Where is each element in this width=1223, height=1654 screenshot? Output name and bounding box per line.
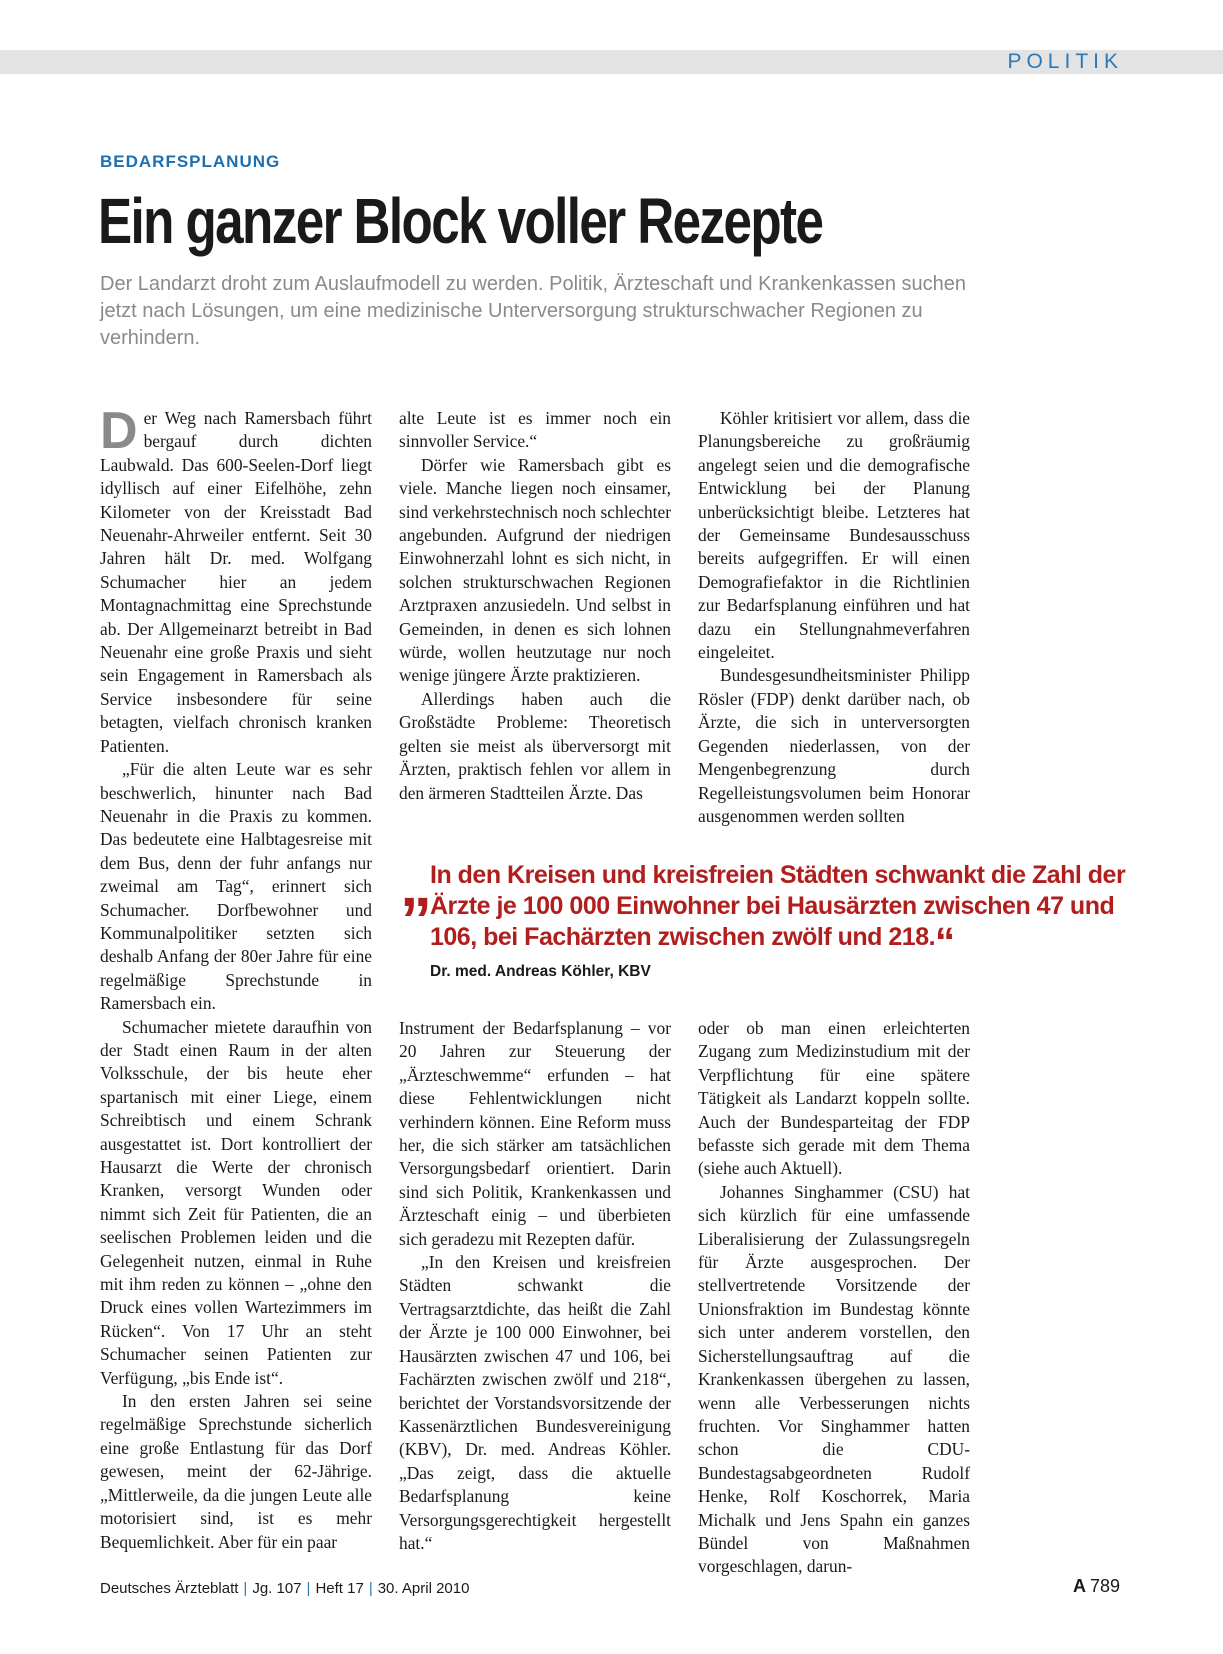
article-kicker: BEDARFSPLANUNG [100,152,281,171]
paragraph: „In den Kreisen und kreisfreien Städten schwankt die Vertragsarztdichte, das heißt die Zahl der Ärzte je 100 000 Einwohner, bei Hausärzten zwischen 47 und 106, bei Fachärzten zwischen zwölf und 218“, berichtet der Vorstandsvorsitzende der Kassenärztlichen Bundesvereinigung (KBV), Dr. med. Andreas Köhler. „Das zeigt, dass die aktuelle Bedarfsplanung keine Versorgungsgerechtigkeit hergestellt hat.“ [399,1252,671,1553]
paragraph: Schumacher mietete daraufhin von der Stadt einen Raum in der alten Volksschule, der bis heute eher spartanisch mit einer Liege, einem Schreibtisch und einem Schrank ausgestattet ist. Dort kontrolliert der Hausarzt die Werte der chronisch Kranken, versorgt Wunden oder nimmt sich Zeit für Patienten, die an seelischen Problemen leiden und die Gelegenheit nutzen, einmal in Ruhe mit ihm reden zu können – „ohne den Druck eines vollen Wartezimmers im Rücken“. Von 17 Uhr an steht Schumacher seinen Patienten zur Verfügung, „bis Ende ist“. [100,1016,372,1388]
paragraph: In den ersten Jahren sei seine regelmäßige Sprechstunde sicherlich eine große Entlastung für das Dorf gewesen, meint der 62-Jährige. „Mittlerweile, da die jungen Leute alle motorisiert sind, ist es mehr Bequemlichkeit. Aber für ein paar [100,1391,372,1552]
paragraph: „Für die alten Leute war es sehr beschwerlich, hinunter nach Bad Neuenahr in die Praxis zu kommen. Das bedeutete eine Halbtagesreise mit dem Bus, denn der fuhr anfangs nur zweimal am Tag“, erinnert sich Schumacher. Dorfbewohner und Kommunalpolitiker setzten sich deshalb Anfang der 80er Jahre für eine regelmäßige Sprechstunde in Ramersbach ein. [100,759,372,1014]
paragraph: Bundesgesundheitsminister Philipp Rösler (FDP) denkt darüber nach, ob Ärzte, die sich in unterversorgten Gegenden niederlassen, von der Mengenbegrenzung durch Regelleistungsvolumen beim Honorar ausgenommen werden sollten [698,665,970,826]
paragraph: Dörfer wie Ramersbach gibt es viele. Manche liegen noch einsamer, sind verkehrstechnisch noch schlechter angebunden. Aufgrund der niedrigen Einwohnerzahl lohnt es sich nicht, in solchen strukturschwachen Regionen Arztpraxen anzusiedeln. Und selbst in Gemeinden, in denen es sich lohnen würde, wollen heutzutage nur noch wenige jüngere Ärzte praktizieren. [399,454,671,686]
column-3-bottom [698,1017,970,1579]
footer-citation: Deutsches Ärzteblatt | Jg. 107 | Heft 17 | 30. April 2010 [100,1580,470,1597]
paragraph: oder ob man einen erleichterten Zugang zum Medizinstudium mit der Verpflichtung für eine spätere Tätigkeit als Landarzt koppeln sollte. Auch der Bundesparteitag der FDP befasste sich gerade mit dem Thema (siehe auch Aktuell). [698,1018,970,1179]
paragraph: Der Weg nach Ramersbach führt bergauf durch dichten Laubwald. Das 600-Seelen-Dorf liegt idyllisch auf einer Eifelhöhe, zehn Kilometer von der Kreisstadt Bad Neuenahr-Ahrweiler entfernt. Seit 30 Jahren hält Dr. med. Wolfgang Schumacher hier an jedem Montagnachmittag eine Sprechstunde ab. Der Allgemeinarzt betreibt in Bad Neuenahr eine große Praxis und sieht sein Engagement in Ramersbach als Service insbesondere für seine betagten, vielfach chronisch kranken Patienten. [100,402,372,756]
quote-open-mark: „ [400,848,432,920]
quote-close-mark: “ [935,920,955,964]
column-1 [100,402,372,1557]
drop-cap: D [100,402,138,460]
issue-date: 30. April 2010 [377,1580,470,1597]
paragraph: alte Leute ist es immer noch ein sinnvoller Service.“ [399,408,671,452]
pull-quote [400,848,1140,981]
section-label: POLITIK [1007,50,1123,73]
page-number: A 789 [1072,1576,1120,1596]
pull-quote-text: In den Kreisen und kreisfreien Städten schwankt die Zahl der Ärzte je 100 000 Einwohner bei Hausärzten zwischen 47 und 106, bei Fachärzten zwischen zwölf und 218.“ [430,861,1126,964]
column-3-top [698,407,970,828]
volume: Jg. 107 [252,1580,302,1597]
paragraph: Johannes Singhammer (CSU) hat sich kürzlich für eine umfassende Liberalisierung der Zulassungsregeln für Ärzte ausgesprochen. Der stellvertretende Vorsitzende der Unionsfraktion im Bundestag könnte sich unter anderem vorstellen, den Sicherstellungsauftrag auf die Krankenkassen übergehen zu lassen, wenn alle Verbesserungen nichts fruchten. Vor Singhammer hatten schon die CDU-Bundestagsabgeordneten Rudolf Henke, Rolf Koschorrek, Maria Michalk und Jens Spahn ein ganzes Bündel von Maßnahmen vorgeschlagen, darun- [698,1181,970,1577]
column-2-top [399,407,671,805]
paragraph: Köhler kritisiert vor allem, dass die Planungsbereiche zu großräumig angelegt seien und die demografische Entwicklung bei der Planung unberücksichtigt bleibe. Letzteres hat der Gemeinsame Bundesausschuss bereits aufgegriffen. Er will einen Demografiefaktor in die Richtlinien zur Bedarfsplanung einführen und hat dazu ein Stellungnahmeverfahren eingeleitet. [698,408,970,663]
article-standfirst: Der Landarzt droht zum Auslaufmodell zu werden. Politik, Ärzteschaft und Krankenkassen suchen jetzt nach Lösungen, um eine medizinische Unterversorgung strukturschwacher Regionen zu verhindern. [100,273,967,349]
paragraph: Allerdings haben auch die Großstädte Probleme: Theoretisch gelten sie meist als überversorgt mit Ärzten, praktisch fehlen vor allem in den ärmeren Stadtteilen Ärzte. Das [399,688,671,803]
column-2-bottom [399,1017,671,1555]
paragraph: Instrument der Bedarfsplanung – vor 20 Jahren zur Steuerung der „Ärzteschwemme“ erfunden – hat diese Fehlentwicklungen nicht verhindern können. Eine Reform muss her, die sich stärker am tatsächlichen Versorgungsbedarf orientiert. Darin sind sich Politik, Krankenkassen und Ärzteschaft einig – und überbieten sich geradezu mit Rezepten dafür. [399,1018,671,1249]
issue: Heft 17 [315,1580,364,1597]
publication-name: Deutsches Ärzteblatt [100,1580,239,1597]
pull-quote-author: Dr. med. Andreas Köhler, KBV [430,963,651,980]
article-title: Ein ganzer Block voller Rezepte [98,185,823,257]
